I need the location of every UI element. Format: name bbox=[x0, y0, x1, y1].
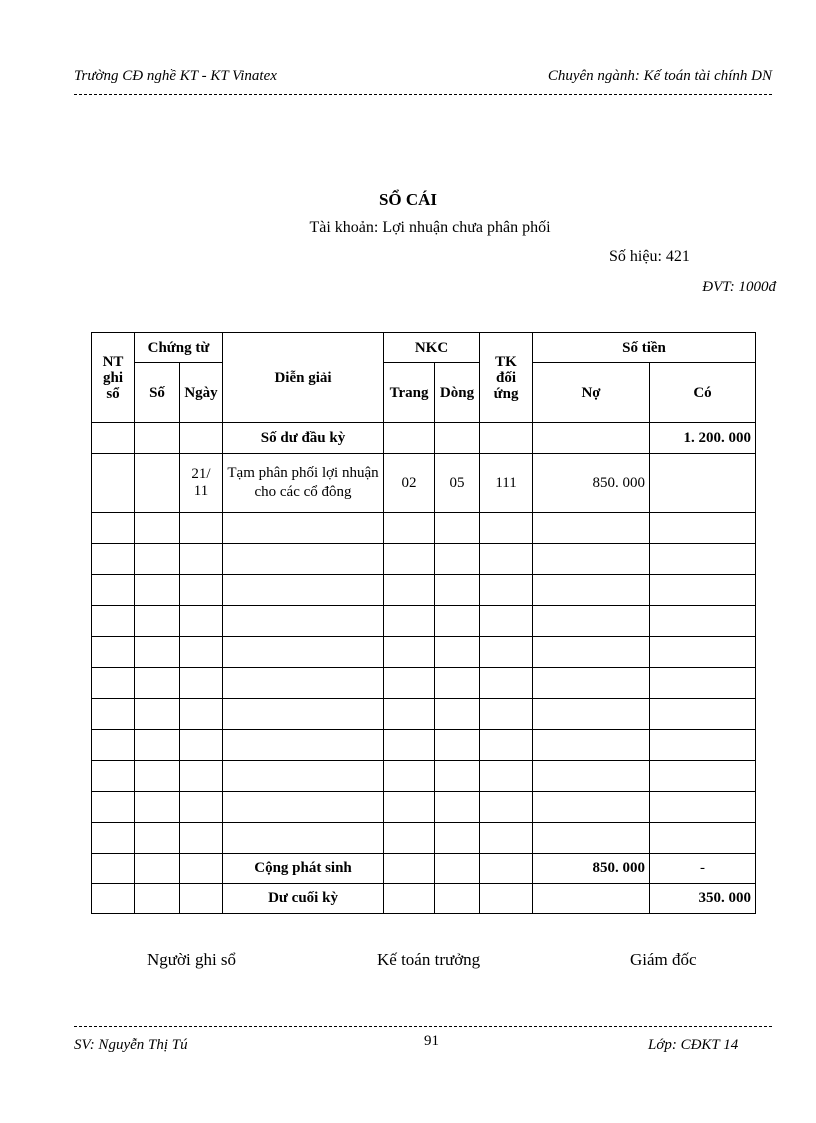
col-so: Số bbox=[135, 363, 180, 423]
closing-co: 350. 000 bbox=[650, 884, 756, 914]
unit-label: ĐVT: 1000đ bbox=[702, 279, 776, 295]
table-row bbox=[92, 823, 756, 854]
table-row bbox=[92, 792, 756, 823]
student-name: SV: Nguyễn Thị Tú bbox=[74, 1037, 188, 1053]
col-ngay: Ngày bbox=[180, 363, 223, 423]
col-trang: Trang bbox=[384, 363, 435, 423]
col-nt: NT ghi sổ bbox=[92, 333, 135, 423]
table-header-row bbox=[92, 333, 756, 363]
class-name: Lớp: CĐKT 14 bbox=[648, 1037, 739, 1053]
closing-label: Dư cuối kỳ bbox=[223, 884, 384, 914]
table-row bbox=[92, 575, 756, 606]
table-row bbox=[92, 606, 756, 637]
table-row bbox=[92, 513, 756, 544]
table-row bbox=[92, 730, 756, 761]
col-dong: Dòng bbox=[435, 363, 480, 423]
col-diengiai: Diễn giải bbox=[223, 333, 384, 423]
account-code: Số hiệu: 421 bbox=[609, 248, 690, 265]
total-label: Cộng phát sinh bbox=[223, 854, 384, 884]
table-row bbox=[92, 544, 756, 575]
opening-balance-row bbox=[92, 423, 756, 454]
col-tk: TK đối ứng bbox=[480, 333, 533, 423]
opening-label: Số dư đầu kỳ bbox=[223, 423, 384, 454]
signature-recorder: Người ghi sổ bbox=[147, 950, 237, 969]
table-subheader-row bbox=[92, 363, 756, 423]
col-co: Có bbox=[650, 363, 756, 423]
entry-date: 21/ 11 bbox=[180, 454, 223, 513]
ledger-table bbox=[91, 332, 756, 914]
table-row bbox=[92, 668, 756, 699]
opening-co: 1. 200. 000 bbox=[650, 423, 756, 454]
page-header bbox=[74, 68, 772, 95]
col-no: Nợ bbox=[533, 363, 650, 423]
entry-dong: 05 bbox=[435, 454, 480, 513]
school-name: Trường CĐ nghề KT - KT Vinatex bbox=[74, 68, 277, 84]
table-row bbox=[92, 454, 756, 513]
entry-tk: 111 bbox=[480, 454, 533, 513]
total-co: - bbox=[650, 854, 756, 884]
total-row bbox=[92, 854, 756, 884]
total-no: 850. 000 bbox=[533, 854, 650, 884]
entry-description: Tạm phân phối lợi nhuận cho các cổ đông bbox=[223, 454, 384, 513]
entry-no: 850. 000 bbox=[533, 454, 650, 513]
page-footer bbox=[74, 1026, 772, 1053]
col-sotien: Số tiền bbox=[533, 333, 756, 363]
table-row bbox=[92, 637, 756, 668]
entry-trang: 02 bbox=[384, 454, 435, 513]
account-name: Tài khoản: Lợi nhuận chưa phân phối bbox=[309, 219, 551, 236]
page-title: SỔ CÁI bbox=[378, 190, 438, 209]
signature-director: Giám đốc bbox=[630, 950, 697, 969]
table-row bbox=[92, 699, 756, 730]
table-row bbox=[92, 761, 756, 792]
signature-chief-accountant: Kế toán trưởng bbox=[377, 950, 481, 969]
page-number: 91 bbox=[424, 1033, 439, 1049]
col-nkc: NKC bbox=[384, 333, 480, 363]
closing-balance-row bbox=[92, 884, 756, 914]
major-name: Chuyên ngành: Kế toán tài chính DN bbox=[547, 68, 772, 84]
col-chungtu: Chứng từ bbox=[135, 333, 223, 363]
